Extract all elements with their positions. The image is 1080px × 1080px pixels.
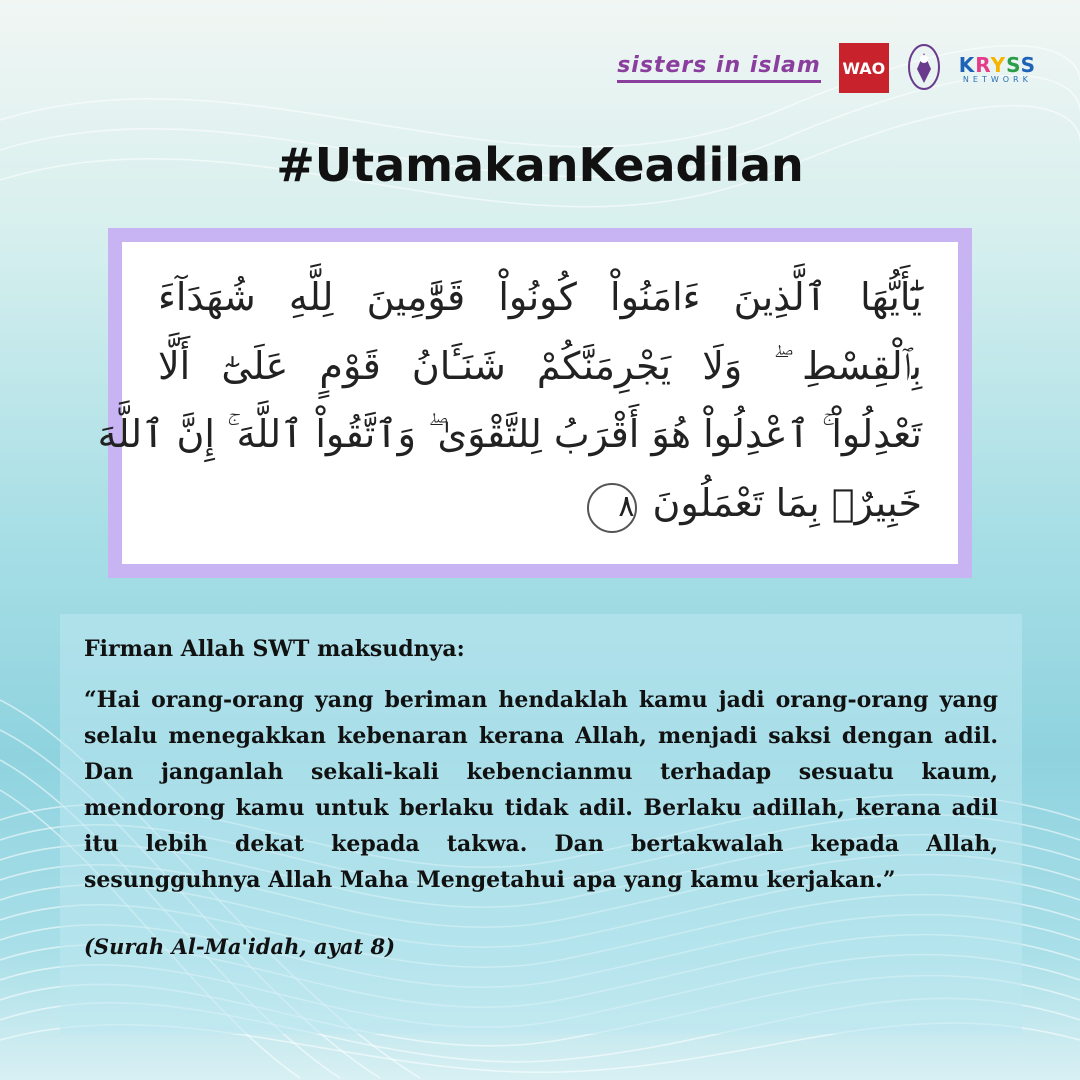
- verse-line-3: تَعْدِلُواْ ۚ ٱعْدِلُواْ هُوَ أَقْرَبُ لِلتَّقْوَىٰ ۖ وَٱتَّقُواْ ٱللَّهَ ۚ إِنَّ ٱللَّهَ: [97, 412, 922, 457]
- verse-line-1: يَٰٓأَيُّهَا ٱلَّذِينَ ءَامَنُواْ كُونُواْ قَوَّٰمِينَ لِلَّهِ شُهَدَآءَ: [158, 275, 922, 320]
- kryss-network-logo: [959, 53, 1036, 84]
- wao-logo: WAO: [839, 43, 889, 93]
- sisters-in-islam-logo: sisters in islam: [617, 53, 821, 83]
- verse-line-2: بِٱلْقِسْطِ ۖ وَلَا يَجْرِمَنَّكُمْ شَنَـَٔانُ قَوْمٍ عَلَىٰٓ أَلَّا: [158, 343, 922, 388]
- kryss-subtitle: NETWORK: [962, 74, 1032, 84]
- verse-line-4-text: خَبِيرٌۢ بِمَا تَعْمَلُونَ: [652, 480, 922, 525]
- verse-line-4: [158, 479, 922, 533]
- translation-intro: Firman Allah SWT maksudnya:: [84, 636, 465, 662]
- kryss-wordmark: KRYSS: [958, 52, 1036, 77]
- ayah-number-marker: ٨: [587, 483, 637, 533]
- translation-panel: [60, 614, 1022, 1034]
- surah-citation: (Surah Al-Ma'idah, ayat 8): [84, 934, 396, 959]
- translation-text: “Hai orang-orang yang beriman hendaklah kamu jadi orang-orang yang selalu menegakkan kebenaran kerana Allah, menjadi saksi dengan adil. Dan janganlah sekali-kali kebencianmu terhadap sesuatu kaum, mendorong kamu untuk berlaku tidak adil. Berlaku adillah, kerana adil itu lebih dekat kepada takwa. Dan bertakwalah kepada Allah, sesungguhnya Allah Maha Mengetahui apa yang kamu kerjakan.”: [84, 687, 998, 893]
- partner-logos: [617, 40, 1036, 96]
- quran-verse-box: [97, 242, 958, 564]
- quran-verse-frame: [97, 228, 972, 578]
- awam-logo: [907, 43, 941, 93]
- page-title: #UtamakanKeadilan: [276, 138, 804, 192]
